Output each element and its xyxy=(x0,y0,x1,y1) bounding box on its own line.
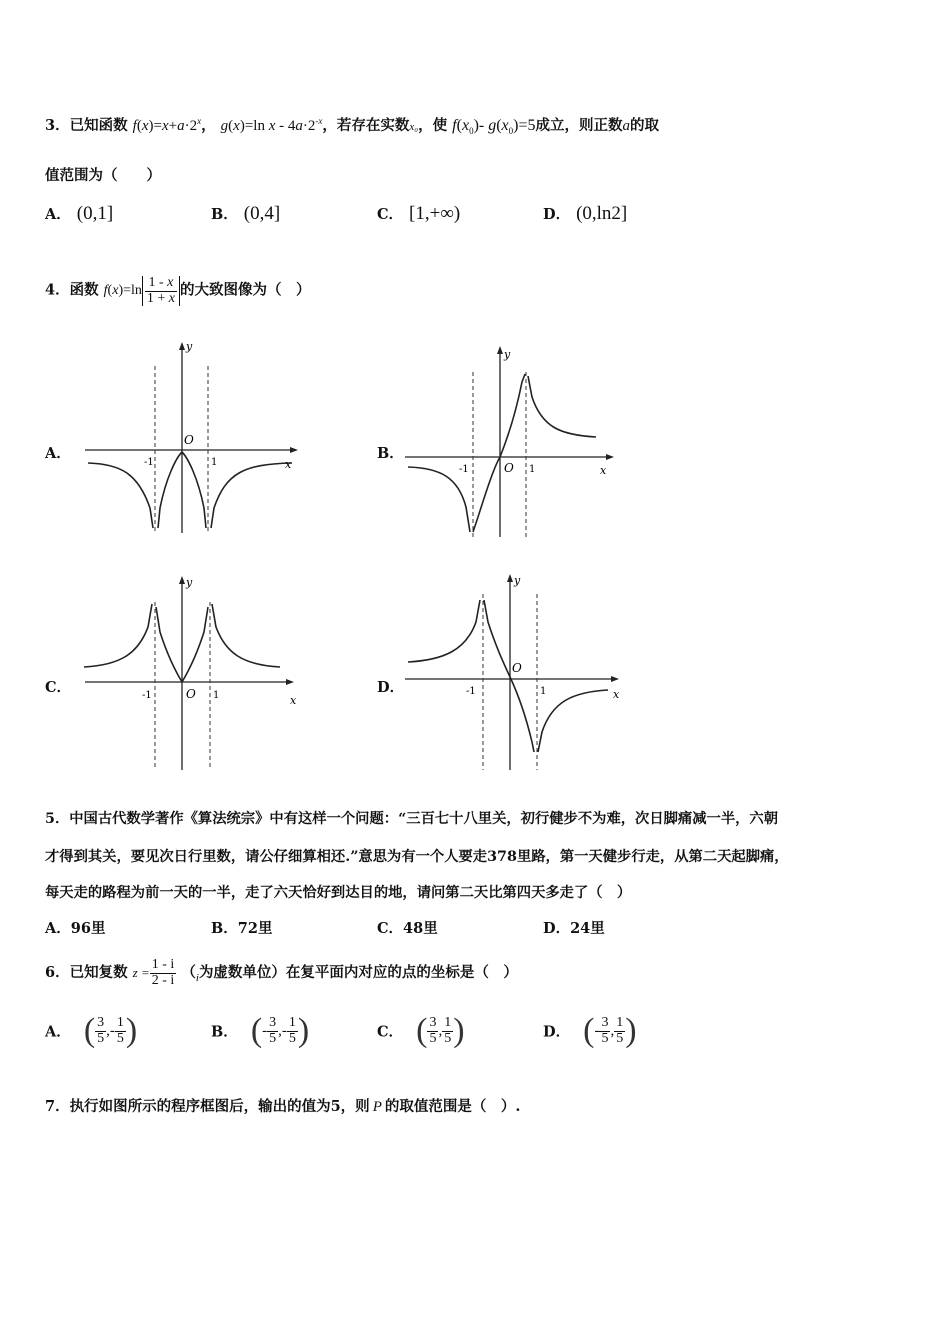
q6-option-b[interactable]: B． (- $\frac{3}{5}$ ,- $\frac{1}{5}$ ) xyxy=(211,1012,310,1049)
q3-option-a[interactable]: A． (0,1] xyxy=(45,203,114,224)
svg-text:1: 1 xyxy=(540,686,547,697)
q6-line: 6．已知复数 z = $\frac{1 - i}{2 - i}$ （$_i$为虚数单位）在复平面内对应的点的坐标是（ ） xyxy=(45,957,518,988)
q3-line2: 值范围为（ ） xyxy=(45,167,161,184)
q3-g-def: g(x)=ln $x - 4a\cdot 2^{-x}$ xyxy=(220,116,323,134)
q4-option-c-label[interactable]: C． xyxy=(45,679,72,696)
svg-text:1: 1 xyxy=(529,464,536,475)
q5-option-a[interactable]: A．96里 xyxy=(45,920,106,937)
q4-graph-b[interactable] xyxy=(400,342,620,542)
q4-option-d-label[interactable]: D． xyxy=(377,679,405,696)
q4-option-a-label[interactable]: A． xyxy=(45,445,71,462)
q3-condition: $f(x_0)-$ $g(x_0)=5$ xyxy=(452,117,536,137)
q4-graph-d[interactable] xyxy=(400,572,625,772)
q3-option-b[interactable]: B． (0,4] xyxy=(211,203,281,224)
svg-text:y: y xyxy=(186,576,193,589)
q5-line3: 每天走的路程为前一天的一半，走了六天恰好到达目的地，请问第二天比第四天多走了（ ） xyxy=(45,885,632,901)
q3-option-d[interactable]: D． (0,ln2] xyxy=(543,203,628,224)
q5-line1: 5．中国古代数学著作《算法统宗》中有这样一个问题：“三百七十八里关，初行健步不为难，次日脚痛减一半，六朝 xyxy=(45,811,779,827)
svg-text:O: O xyxy=(184,433,194,447)
q3-f-def: $f(x)=x+a\cdot 2^x$ xyxy=(132,116,202,134)
q5-line2: 才得到其关，要见次日行里数，请公仔细算相还.”意思为有一个人要走378里路，第一天健步行走，从第二天起脚痛， xyxy=(45,849,789,865)
q5-option-d[interactable]: D．24里 xyxy=(543,920,605,937)
q4-graph-c[interactable] xyxy=(80,572,300,772)
q3-number: 3． xyxy=(45,117,70,134)
svg-text:O: O xyxy=(186,687,196,701)
svg-text:-1: -1 xyxy=(142,690,152,701)
svg-text:x: x xyxy=(600,464,607,477)
svg-text:x: x xyxy=(285,458,292,471)
q7-line: 7．执行如图所示的程序框图后，输出的值为5，则 P 的取值范围是（ ）. xyxy=(45,1098,521,1115)
q6-option-a[interactable]: A． ( $\frac{3}{5}$ ,- $\frac{1}{5}$ ) xyxy=(45,1012,138,1049)
q4-function: f(x)=ln $\frac{1 - x}{1 + x}$ xyxy=(104,283,180,298)
svg-text:y: y xyxy=(504,348,511,361)
q6-option-c[interactable]: C． ( $\frac{3}{5}$ , $\frac{1}{5}$ ) xyxy=(377,1012,465,1049)
svg-text:x: x xyxy=(613,688,620,701)
svg-text:O: O xyxy=(504,461,514,475)
svg-text:1: 1 xyxy=(211,457,218,468)
svg-text:x: x xyxy=(290,694,297,707)
q4-option-b-label[interactable]: B． xyxy=(377,445,404,462)
svg-text:-1: -1 xyxy=(459,464,469,475)
q6-option-d[interactable]: D． (- $\frac{3}{5}$ , $\frac{1}{5}$ ) xyxy=(543,1012,637,1049)
svg-text:y: y xyxy=(186,340,193,353)
svg-text:-1: -1 xyxy=(466,686,476,697)
q5-option-c[interactable]: C．48里 xyxy=(377,920,438,937)
q5-option-b[interactable]: B．72里 xyxy=(211,920,273,937)
q3-text: 已知函数 xyxy=(69,117,128,134)
svg-text:O: O xyxy=(512,661,522,675)
q3-line1: 3．已知函数 $f(x)=x+a\cdot 2^x$， g(x)=ln $x - 4a\cdot 2^{-x}$，若存在实数x₀，使 $f(x_0)-$ $g(x_0)=5$成立，则正数a的取 xyxy=(45,116,660,137)
q3-option-c[interactable]: C． [1,+∞) xyxy=(377,203,461,224)
q4-graph-a[interactable] xyxy=(80,338,300,538)
q4-line: 4．函数 f(x)=ln $\frac{1 - x}{1 + x}$ 的大致图像为（ ） xyxy=(45,275,311,306)
svg-text:-1: -1 xyxy=(144,457,154,468)
q6-fraction: $\frac{1 - i}{2 - i}$ xyxy=(151,957,175,988)
svg-text:1: 1 xyxy=(213,690,220,701)
svg-text:y: y xyxy=(514,574,521,587)
